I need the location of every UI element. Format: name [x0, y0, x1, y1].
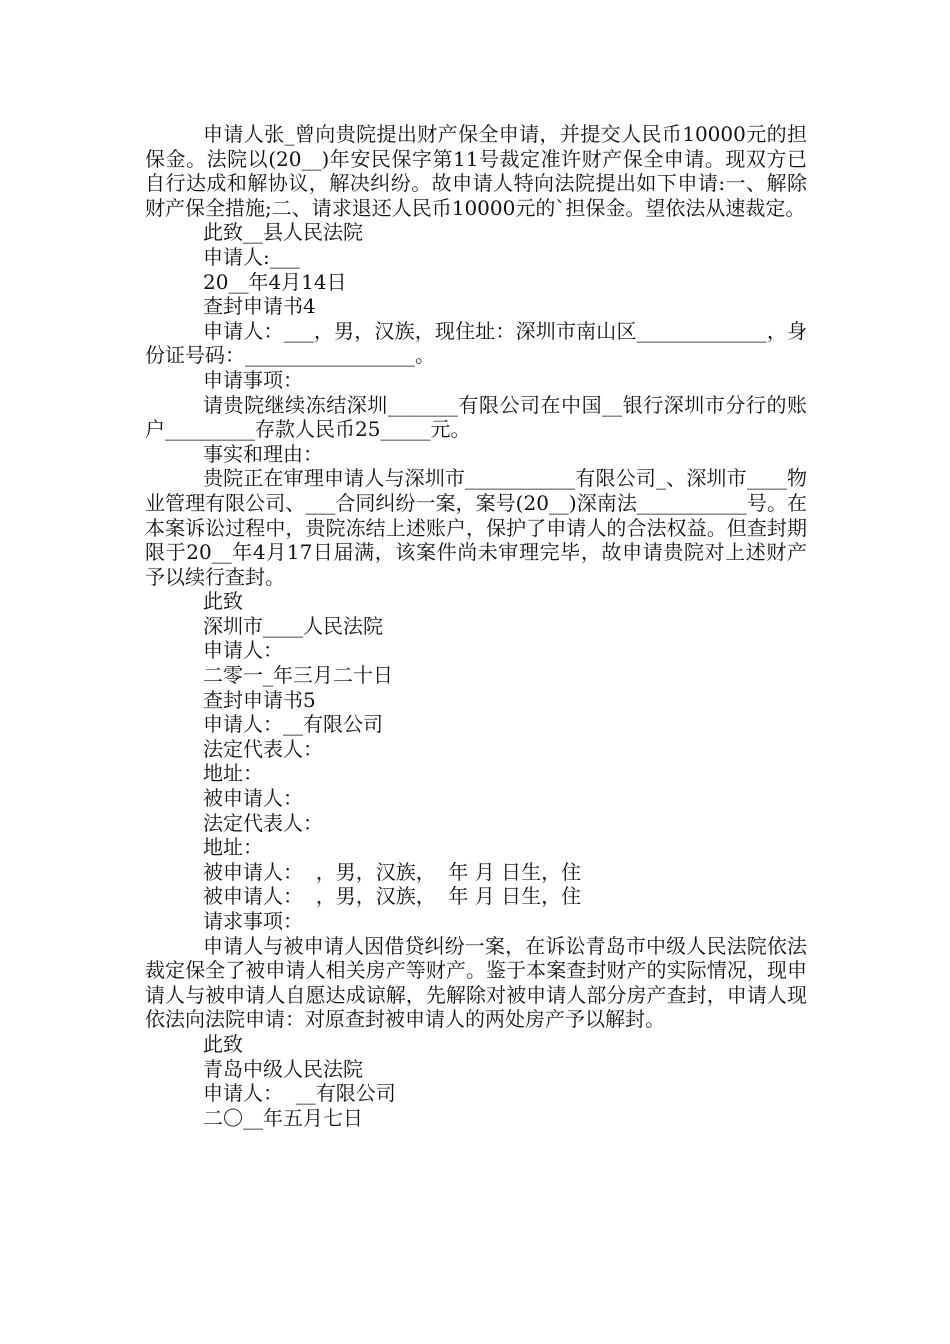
heading-application-items: 申请事项：: [203, 367, 303, 392]
respondent-label: 被申请人：: [203, 786, 303, 811]
salutation-label: 此致: [203, 589, 243, 614]
applicant-company: 申请人：__有限公司: [203, 712, 383, 737]
salutation-county-court: 此致__县人民法院: [203, 220, 363, 245]
heading-claims: 请求事项：: [203, 909, 303, 933]
address-label: 地址：: [203, 835, 263, 860]
legal-representative-label: 法定代表人：: [203, 736, 323, 761]
applicant-company-signature: 申请人： __有限公司: [203, 1081, 396, 1106]
document-body: [145, 122, 807, 1130]
salutation-label: 此致: [203, 1031, 243, 1056]
court-name-shenzhen: 深圳市____人民法院: [203, 613, 383, 638]
section-title-seizure-application-5: 查封申请书5: [203, 687, 316, 712]
date-line: 二零一_年三月二十日: [203, 663, 393, 688]
applicant-signature: 申请人：: [203, 638, 283, 663]
legal-representative-label: 法定代表人：: [203, 810, 323, 835]
paragraph-release-preservation: 申请人张_曾向贵院提出财产保全申请，并提交人民币10000元的担保金。法院以(20__)年安民保字第11号裁定准许财产保全申请。现双方已自行达成和解协议，解决纠纷。故申请人特向法院提出如下申请:一、解除财产保全措施;二、请求退还人民币10000元的`担保金。望依法从速裁定。: [145, 122, 807, 220]
respondent-person-line: 被申请人： ，男，汉族， 年 月 日生，住: [203, 859, 582, 884]
paragraph-facts: 贵院正在审理申请人与深圳市___________有限公司_、深圳市____物业管理有限公司、___合同纠纷一案，案号(20__)深南法___________号。在本案诉讼过程中，贵院冻结上述账户，保护了申请人的合法权益。但查封期限于20__年4月17日届满，该案件尚未审理完毕，故申请贵院对上述财产予以续行查封。: [145, 466, 807, 589]
paragraph-release-seizure: 申请人与被申请人因借贷纠纷一案，在诉讼青岛市中级人民法院依法裁定保全了被申请人相关房产等财产。鉴于本案查封财产的实际情况，现申请人与被申请人自愿达成谅解，先解除对被申请人部分房产查封，申请人现依法向法院申请：对原查封被申请人的两处房产予以解封。: [145, 933, 807, 1032]
address-label: 地址：: [203, 761, 263, 786]
date-line: 二〇__年五月七日: [203, 1105, 363, 1130]
respondent-person-line: 被申请人： ，男，汉族， 年 月 日生，住: [203, 884, 582, 909]
court-name-qingdao: 青岛中级人民法院: [203, 1056, 363, 1081]
paragraph-applicant-info: 申请人：___，男，汉族，现住址：深圳市南山区_____________，身份证号码：_________________。: [145, 318, 807, 368]
paragraph-freeze-request: 请贵院继续冻结深圳_______有限公司在中国__银行深圳市分行的账户_________存款人民币25_____元。: [145, 392, 807, 442]
section-title-seizure-application-4: 查封申请书4: [203, 294, 316, 319]
heading-facts-reasons: 事实和理由：: [203, 441, 323, 466]
date-line: 20__年4月14日: [203, 269, 347, 294]
applicant-signature: 申请人:___: [203, 244, 300, 269]
